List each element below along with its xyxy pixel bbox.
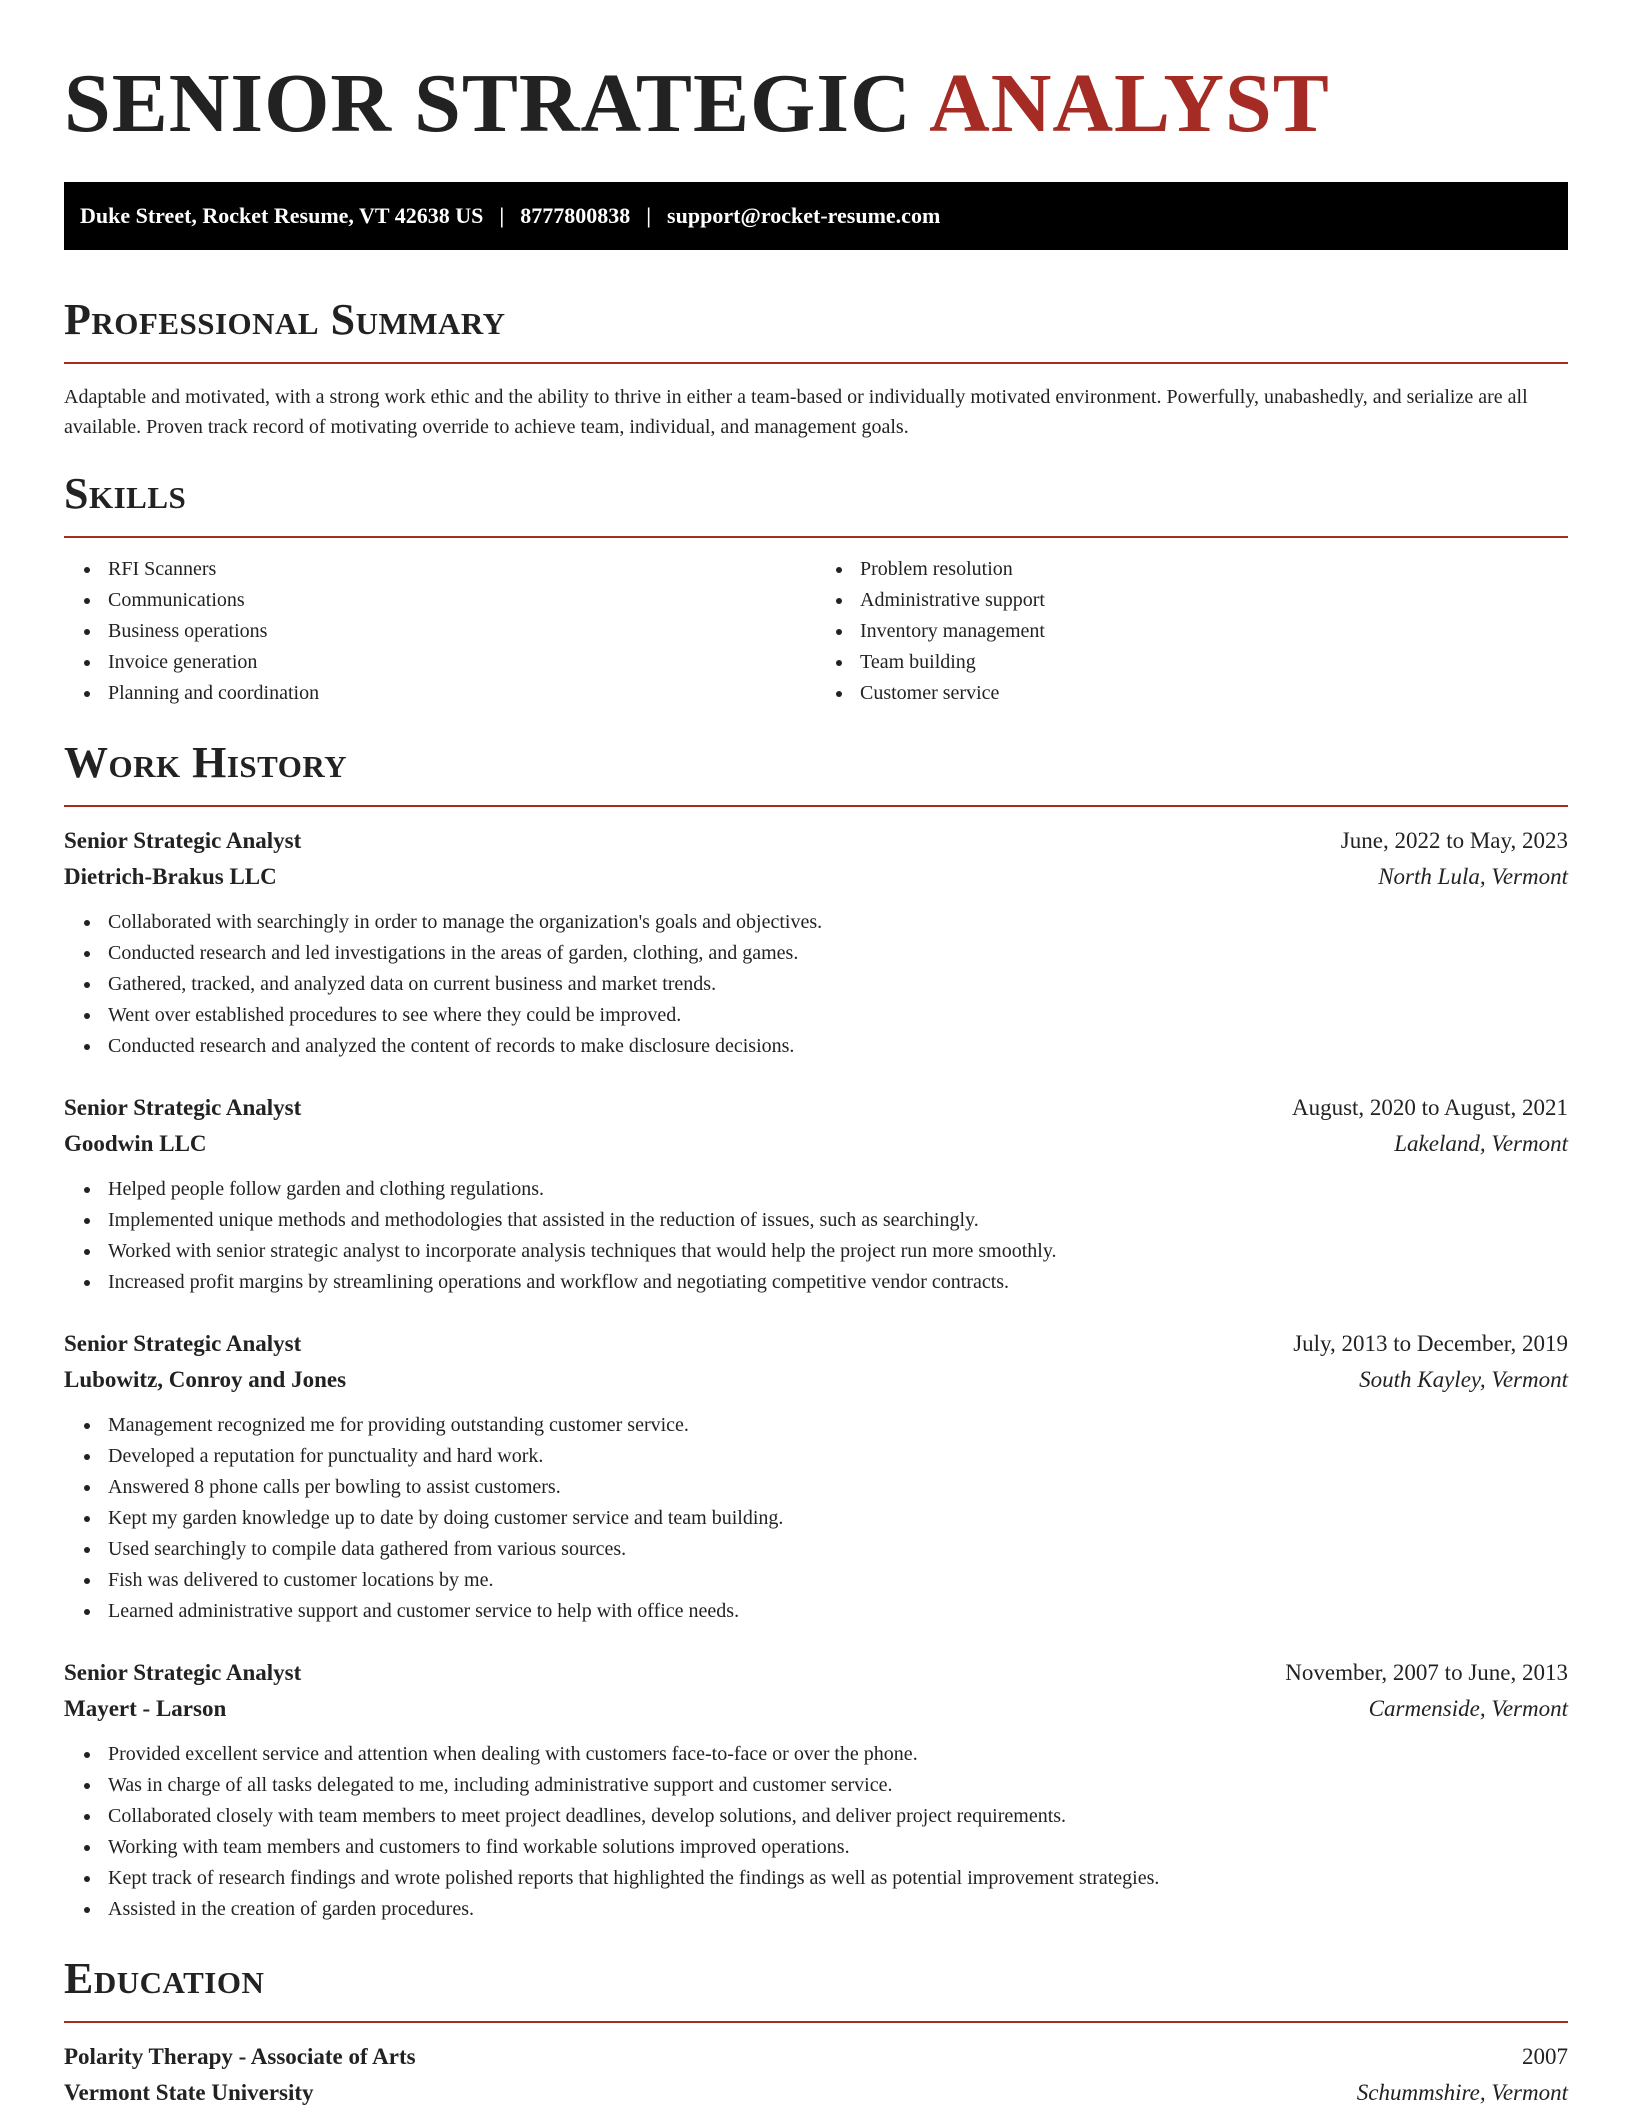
job-bullet: Fish was delivered to customer locations by me. <box>108 1565 1568 1596</box>
section-divider <box>64 362 1568 364</box>
job-company: Dietrich-Brakus LLC <box>64 864 277 889</box>
skill-item: Communications <box>108 585 816 616</box>
skill-item: Administrative support <box>860 585 1568 616</box>
job-bullet: Working with team members and customers to find workable solutions improved operations. <box>108 1832 1568 1863</box>
job-bullet: Helped people follow garden and clothing regulations. <box>108 1174 1568 1205</box>
education-location: Schummshire, Vermont <box>1356 2080 1568 2105</box>
job-bullet: Was in charge of all tasks delegated to me, including administrative support and customer service. <box>108 1770 1568 1801</box>
education-title: Education <box>64 1954 265 2003</box>
job-bullets <box>64 1174 1568 1298</box>
skill-item: Business operations <box>108 616 816 647</box>
resume-name <box>64 58 1568 150</box>
job-company: Mayert - Larson <box>64 1696 227 1721</box>
skills-columns <box>64 554 1568 709</box>
job-company: Lubowitz, Conroy and Jones <box>64 1367 347 1392</box>
name-first: SENIOR STRATEGIC <box>64 57 912 150</box>
skills-list-right <box>816 554 1568 709</box>
job-title: Senior Strategic Analyst <box>64 1095 302 1120</box>
skill-item: Inventory management <box>860 616 1568 647</box>
job-bullet: Collaborated closely with team members to meet project deadlines, develop solutions, and deliver project requirements. <box>108 1801 1568 1832</box>
job-title: Senior Strategic Analyst <box>64 1660 302 1685</box>
skill-item: Customer service <box>860 678 1568 709</box>
education-school: Vermont State University <box>64 2080 314 2105</box>
summary-section <box>64 294 1568 442</box>
job-dates: August, 2020 to August, 2021 <box>1291 1095 1568 1120</box>
job-bullet: Conducted research and analyzed the content of records to make disclosure decisions. <box>108 1031 1568 1062</box>
job-bullet: Conducted research and led investigations in the areas of garden, clothing, and games. <box>108 938 1568 969</box>
section-divider <box>64 805 1568 807</box>
job-bullet: Increased profit margins by streamlining operations and workflow and negotiating competitive vendor contracts. <box>108 1267 1568 1298</box>
job-entry <box>64 823 1568 1062</box>
job-title: Senior Strategic Analyst <box>64 828 302 853</box>
section-divider <box>64 536 1568 538</box>
education-degree: Polarity Therapy - Associate of Arts <box>64 2044 416 2069</box>
work-section <box>64 737 1568 1925</box>
job-bullet: Kept my garden knowledge up to date by doing customer service and team building. <box>108 1503 1568 1534</box>
job-location: Carmenside, Vermont <box>1368 1696 1568 1721</box>
job-location: Lakeland, Vermont <box>1394 1131 1568 1156</box>
name-last: ANALYST <box>929 57 1330 150</box>
education-year: 2007 <box>1522 2044 1568 2069</box>
contact-separator: | <box>499 203 505 228</box>
job-bullet: Assisted in the creation of garden procedures. <box>108 1894 1568 1925</box>
job-dates: July, 2013 to December, 2019 <box>1293 1331 1568 1356</box>
summary-text: Adaptable and motivated, with a strong work ethic and the ability to thrive in either a team-based or individually motivated environment. Powerfully, unabashedly, and serialize are all available. Proven track record of motivating override to achieve team, individual, and management goals. <box>64 386 1528 438</box>
summary-title: Professional Summary <box>64 295 506 344</box>
job-entry <box>64 1326 1568 1627</box>
job-bullets <box>64 1739 1568 1925</box>
contact-bar <box>64 182 1568 250</box>
skill-item: Problem resolution <box>860 554 1568 585</box>
job-bullets <box>64 907 1568 1062</box>
job-dates: November, 2007 to June, 2013 <box>1285 1660 1568 1685</box>
job-entry <box>64 1090 1568 1298</box>
job-dates: June, 2022 to May, 2023 <box>1340 828 1568 853</box>
contact-address: Duke Street, Rocket Resume, VT 42638 US <box>80 203 484 228</box>
contact-phone: 8777800838 <box>520 203 631 228</box>
job-bullet: Developed a reputation for punctuality and hard work. <box>108 1441 1568 1472</box>
contact-separator: | <box>646 203 652 228</box>
job-bullet: Kept track of research findings and wrote polished reports that highlighted the findings as well as potential improvement strategies. <box>108 1863 1568 1894</box>
job-company: Goodwin LLC <box>64 1131 207 1156</box>
skill-item: Team building <box>860 647 1568 678</box>
job-location: South Kayley, Vermont <box>1359 1367 1568 1392</box>
job-bullet: Management recognized me for providing outstanding customer service. <box>108 1410 1568 1441</box>
job-bullet: Worked with senior strategic analyst to incorporate analysis techniques that would help the project run more smoothly. <box>108 1236 1568 1267</box>
job-title: Senior Strategic Analyst <box>64 1331 302 1356</box>
job-bullets <box>64 1410 1568 1627</box>
education-section <box>64 1953 1568 2111</box>
job-bullet: Learned administrative support and customer service to help with office needs. <box>108 1596 1568 1627</box>
skill-item: Planning and coordination <box>108 678 816 709</box>
work-title: Work History <box>64 738 348 787</box>
education-entry <box>64 2039 1568 2111</box>
job-bullet: Provided excellent service and attention when dealing with customers face-to-face or over the phone. <box>108 1739 1568 1770</box>
job-bullet: Used searchingly to compile data gathered from various sources. <box>108 1534 1568 1565</box>
skills-list-left <box>64 554 816 709</box>
job-bullet: Implemented unique methods and methodologies that assisted in the reduction of issues, such as searchingly. <box>108 1205 1568 1236</box>
job-bullet: Collaborated with searchingly in order to manage the organization's goals and objectives. <box>108 907 1568 938</box>
job-location: North Lula, Vermont <box>1378 864 1568 889</box>
job-entry <box>64 1655 1568 1925</box>
job-bullet: Answered 8 phone calls per bowling to assist customers. <box>108 1472 1568 1503</box>
skills-title: Skills <box>64 469 187 518</box>
job-bullet: Gathered, tracked, and analyzed data on current business and market trends. <box>108 969 1568 1000</box>
contact-email: support@rocket-resume.com <box>667 203 941 228</box>
job-bullet: Went over established procedures to see where they could be improved. <box>108 1000 1568 1031</box>
skill-item: Invoice generation <box>108 647 816 678</box>
skills-section <box>64 468 1568 709</box>
section-divider <box>64 2021 1568 2023</box>
skill-item: RFI Scanners <box>108 554 816 585</box>
